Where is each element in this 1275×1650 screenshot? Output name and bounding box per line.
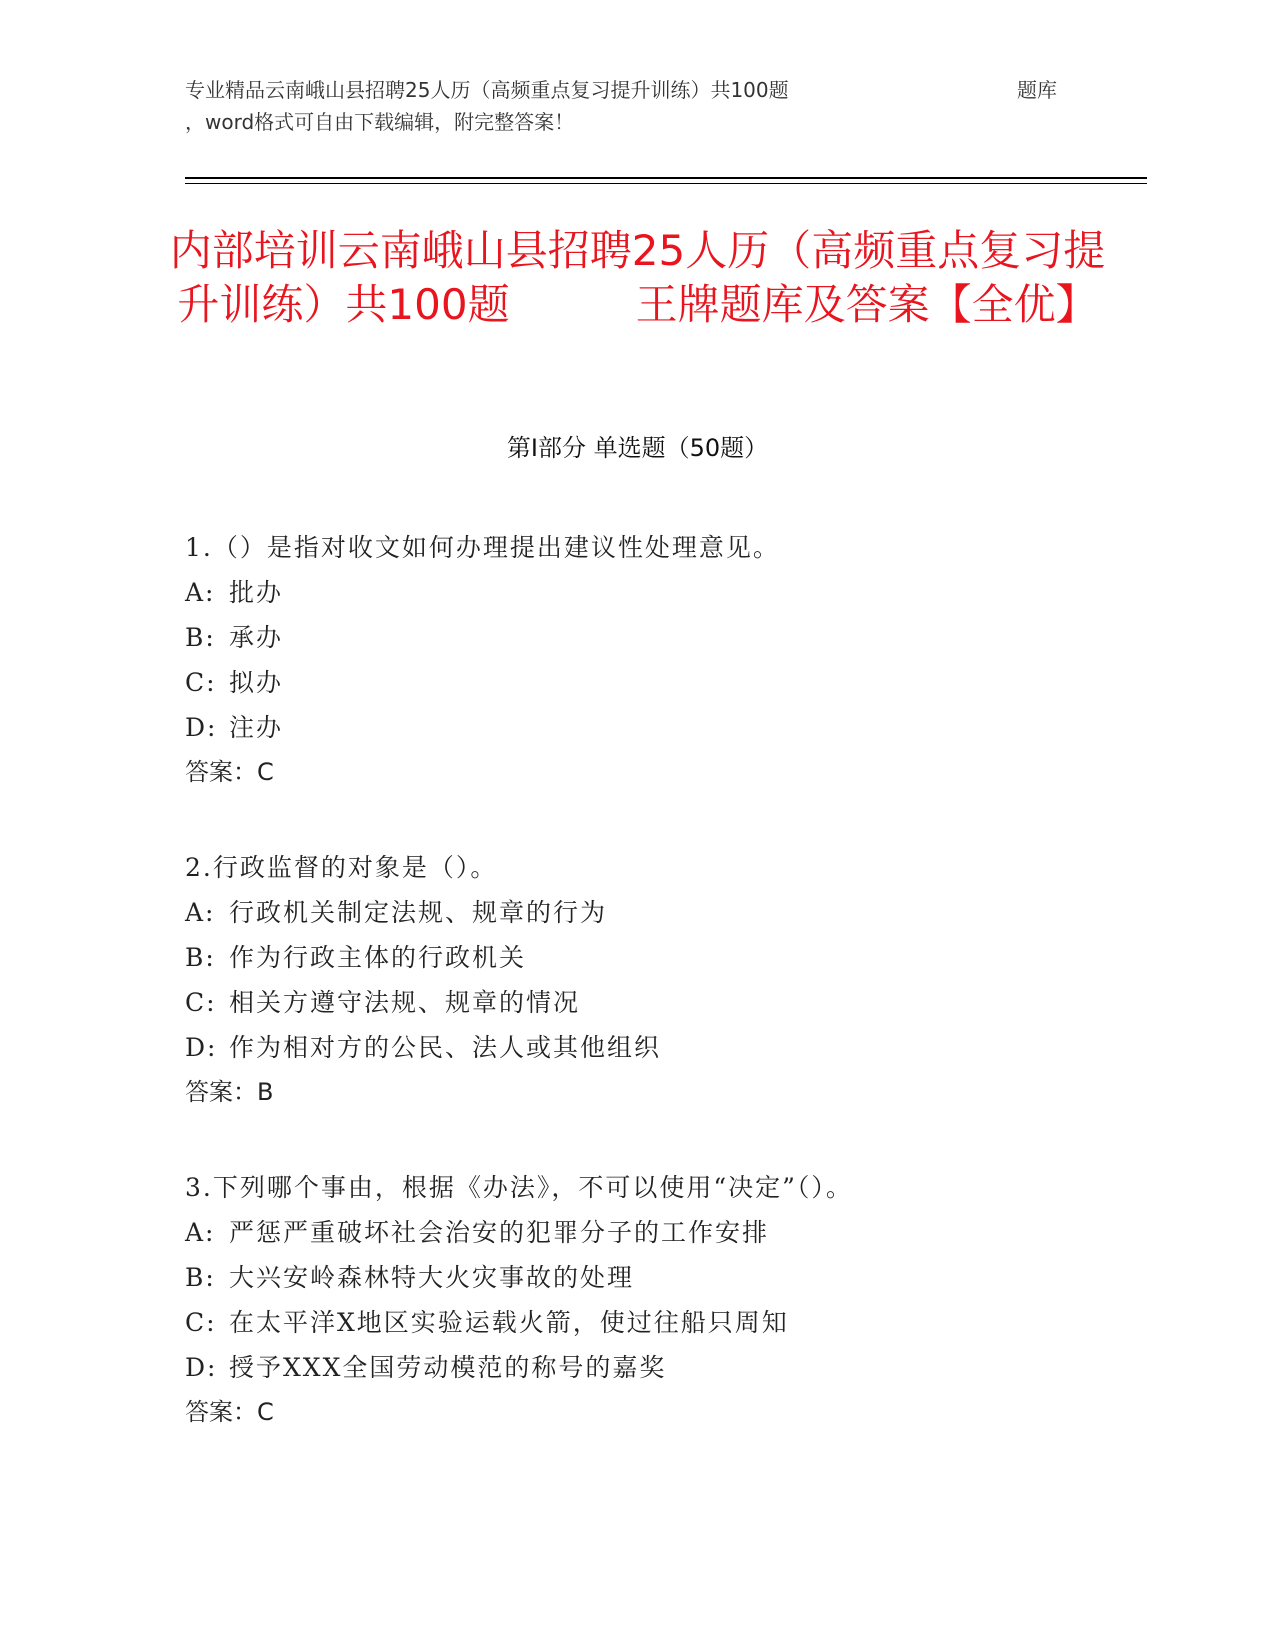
- question-stem: 2.行政监督的对象是（）。: [185, 853, 498, 882]
- option-text: 授予XXX全国劳动模范的称号的嘉奖: [229, 1353, 667, 1382]
- option-b: [185, 1255, 1145, 1300]
- answer-line: [185, 1390, 1145, 1435]
- option-letter: D:: [185, 1033, 218, 1062]
- question-2: [185, 845, 1145, 1115]
- answer-line: [185, 1070, 1145, 1115]
- document-title: 内部培训云南峨山县招聘25人历（高频重点复习提升训练）共100题 王牌题库及答案【全优】: [169, 226, 1106, 329]
- question-3: [185, 1165, 1145, 1435]
- header-line-1: [185, 74, 1085, 106]
- option-letter: D:: [185, 1353, 218, 1382]
- option-text: 承办: [229, 623, 284, 652]
- option-text: 批办: [229, 578, 284, 607]
- option-text: 作为行政主体的行政机关: [229, 943, 527, 972]
- section-heading: 第Ⅰ部分 单选题（50题）: [506, 434, 769, 462]
- answer-value: C: [257, 758, 274, 786]
- option-c: [185, 1300, 1145, 1345]
- answer-label: 答案：: [185, 1078, 257, 1106]
- option-b: [185, 935, 1145, 980]
- answer-value: C: [257, 1398, 274, 1426]
- option-d: [185, 1345, 1145, 1390]
- option-text: 在太平洋X地区实验运载火箭，使过往船只周知: [229, 1308, 789, 1337]
- option-letter: C:: [185, 668, 217, 697]
- option-c: [185, 980, 1145, 1025]
- option-letter: A:: [185, 578, 216, 607]
- option-letter: B:: [185, 1263, 216, 1292]
- option-text: 相关方遵守法规、规章的情况: [229, 988, 581, 1017]
- option-d: [185, 1025, 1145, 1070]
- option-letter: B:: [185, 943, 216, 972]
- option-letter: D:: [185, 713, 218, 742]
- option-d: [185, 705, 1145, 750]
- option-letter: B:: [185, 623, 216, 652]
- option-letter: A:: [185, 898, 216, 927]
- option-text: 拟办: [229, 668, 284, 697]
- question-1: [185, 525, 1145, 795]
- question-stem: 1.（）是指对收文如何办理提出建议性处理意见。: [185, 533, 780, 562]
- header-tag: 题库: [1017, 78, 1057, 102]
- page-header: [185, 74, 1085, 138]
- option-letter: A:: [185, 1218, 216, 1247]
- option-text: 严惩严重破坏社会治安的犯罪分子的工作安排: [229, 1218, 770, 1247]
- header-line-2: ，word格式可自由下载编辑，附完整答案！: [185, 110, 575, 134]
- header-rule-thick: [185, 177, 1147, 179]
- question-stem: 3.下列哪个事由，根据《办法》，不可以使用“决定”（）。: [185, 1173, 853, 1202]
- option-a: [185, 890, 1145, 935]
- option-letter: C:: [185, 1308, 217, 1337]
- answer-label: 答案：: [185, 1398, 257, 1426]
- option-text: 作为相对方的公民、法人或其他组织: [229, 1033, 662, 1062]
- option-a: [185, 570, 1145, 615]
- answer-value: B: [257, 1078, 274, 1106]
- header-rule-thin: [185, 183, 1147, 184]
- question-list: [185, 525, 1145, 1485]
- header-description: 专业精品云南峨山县招聘25人历（高频重点复习提升训练）共100题: [185, 78, 789, 102]
- option-text: 注办: [229, 713, 284, 742]
- option-a: [185, 1210, 1145, 1255]
- answer-line: [185, 750, 1145, 795]
- option-b: [185, 615, 1145, 660]
- option-letter: C:: [185, 988, 217, 1017]
- option-c: [185, 660, 1145, 705]
- answer-label: 答案：: [185, 758, 257, 786]
- option-text: 行政机关制定法规、规章的行为: [229, 898, 608, 927]
- option-text: 大兴安岭森林特大火灾事故的处理: [229, 1263, 635, 1292]
